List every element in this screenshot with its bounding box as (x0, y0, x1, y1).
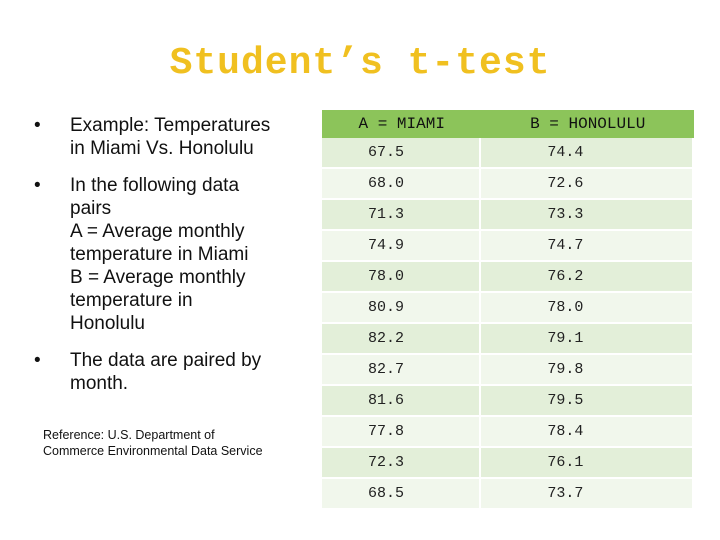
temperature-table (322, 110, 694, 510)
cell-honolulu: 78.4 (481, 417, 694, 448)
table-row (322, 386, 694, 417)
bullet-list (30, 114, 312, 409)
cell-miami: 67.5 (322, 138, 481, 169)
cell-honolulu: 79.5 (481, 386, 694, 417)
cell-honolulu: 76.2 (481, 262, 694, 293)
bullet-item (30, 114, 312, 160)
table-row (322, 417, 694, 448)
reference-line: Reference: U.S. Department of (43, 428, 215, 442)
bullet-line: In the following data (70, 175, 240, 196)
cell-honolulu: 73.3 (481, 200, 694, 231)
table-row (322, 324, 694, 355)
bullet-symbol: • (34, 115, 41, 136)
reference-line: Commerce Environmental Data Service (43, 444, 263, 458)
cell-honolulu: 78.0 (481, 293, 694, 324)
bullet-line: pairs (70, 198, 112, 219)
bullet-symbol: • (34, 175, 41, 196)
cell-miami: 81.6 (322, 386, 481, 417)
cell-miami: 71.3 (322, 200, 481, 231)
cell-miami: 72.3 (322, 448, 481, 479)
slide-title: Student’s t-test (169, 42, 551, 85)
table-row (322, 293, 694, 324)
table-row (322, 231, 694, 262)
bullet-line: in Miami Vs. Honolulu (70, 138, 254, 159)
cell-honolulu: 74.4 (481, 138, 694, 169)
table-row (322, 355, 694, 386)
cell-miami: 80.9 (322, 293, 481, 324)
column-header-a: A = MIAMI (322, 110, 481, 138)
bullet-line: B = Average monthly (70, 267, 246, 288)
table-row (322, 262, 694, 293)
table-row (322, 448, 694, 479)
table-row (322, 169, 694, 200)
cell-miami: 82.7 (322, 355, 481, 386)
cell-honolulu: 72.6 (481, 169, 694, 200)
cell-honolulu: 79.1 (481, 324, 694, 355)
bullet-line: Example: Temperatures (70, 115, 271, 136)
reference-note (43, 427, 313, 459)
cell-honolulu: 79.8 (481, 355, 694, 386)
column-header-b: B = HONOLULU (481, 110, 694, 138)
bullet-item (30, 349, 312, 395)
cell-miami: 74.9 (322, 231, 481, 262)
cell-miami: 68.5 (322, 479, 481, 510)
cell-miami: 78.0 (322, 262, 481, 293)
table-row (322, 138, 694, 169)
bullet-line: temperature in (70, 290, 193, 311)
bullet-line: A = Average monthly (70, 221, 245, 242)
cell-miami: 77.8 (322, 417, 481, 448)
table-row (322, 479, 694, 510)
bullet-line: month. (70, 373, 129, 394)
table-row (322, 200, 694, 231)
cell-honolulu: 76.1 (481, 448, 694, 479)
cell-miami: 82.2 (322, 324, 481, 355)
bullet-line: Honolulu (70, 313, 145, 334)
table-header-row (322, 110, 694, 138)
cell-honolulu: 73.7 (481, 479, 694, 510)
bullet-line: The data are paired by (70, 350, 262, 371)
bullet-symbol: • (34, 350, 41, 371)
cell-miami: 68.0 (322, 169, 481, 200)
bullet-line: temperature in Miami (70, 244, 249, 265)
bullet-item (30, 174, 312, 335)
cell-honolulu: 74.7 (481, 231, 694, 262)
